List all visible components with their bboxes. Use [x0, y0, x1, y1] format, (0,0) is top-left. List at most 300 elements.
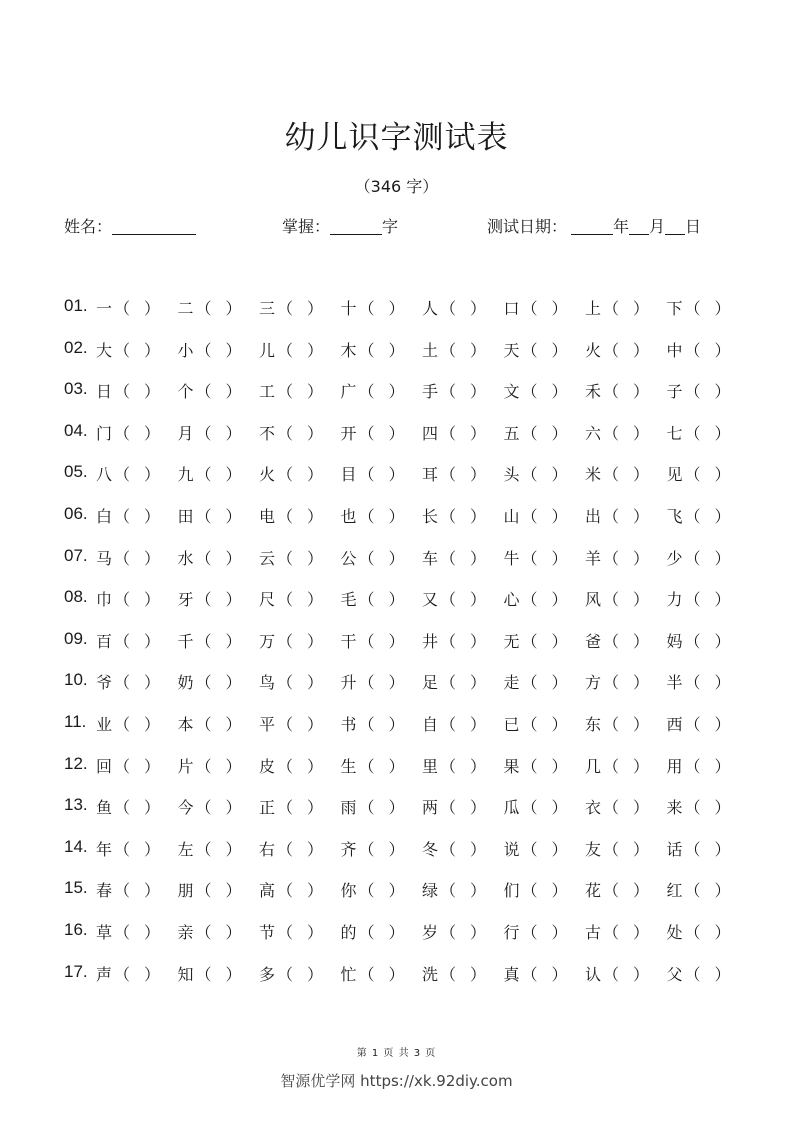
answer-paren-open: （: [277, 714, 294, 734]
character-cell: [341, 962, 405, 985]
answer-paren-close: ）: [388, 798, 405, 818]
date-field[interactable]: [487, 214, 701, 237]
answer-paren-close: ）: [144, 299, 161, 318]
answer-paren-open: （: [195, 673, 212, 693]
answer-paren-open: （: [684, 590, 701, 610]
answer-paren-open: （: [603, 590, 620, 610]
answer-paren-open: （: [603, 714, 620, 734]
character-cell: [422, 462, 486, 485]
character-cell: [422, 296, 486, 319]
answer-paren-open: （: [684, 340, 701, 360]
character-cell: [178, 587, 242, 610]
character: 几: [585, 756, 602, 776]
character: 话: [666, 839, 683, 859]
character: 自: [422, 714, 439, 734]
character: 火: [585, 340, 602, 360]
character: 中: [666, 340, 683, 360]
answer-paren-open: （: [358, 798, 375, 818]
character: 开: [340, 423, 357, 443]
answer-paren-open: （: [114, 714, 131, 734]
table-row: [64, 712, 744, 754]
answer-paren-close: ）: [551, 839, 568, 859]
answer-paren-open: （: [358, 548, 375, 568]
answer-paren-open: （: [521, 631, 538, 651]
character: 头: [503, 465, 520, 485]
table-row: [64, 629, 744, 671]
character: 亲: [177, 922, 194, 942]
answer-paren-close: ）: [225, 881, 242, 901]
character: 西: [666, 714, 683, 734]
answer-paren-open: （: [114, 798, 131, 818]
answer-paren-close: ）: [388, 631, 405, 651]
answer-paren-open: （: [440, 590, 457, 610]
character: 不: [259, 423, 276, 443]
character: 百: [96, 631, 113, 651]
character-cell: [667, 670, 731, 693]
answer-paren-open: （: [195, 465, 212, 485]
character-cell: [96, 878, 160, 901]
answer-paren-close: ）: [388, 506, 405, 526]
character: 里: [422, 756, 439, 776]
answer-paren-close: ）: [714, 881, 731, 901]
character-cell: [667, 629, 731, 652]
answer-paren-open: （: [684, 839, 701, 859]
answer-paren-open: （: [603, 382, 620, 402]
row-number: 02.: [64, 337, 88, 357]
answer-paren-open: （: [603, 423, 620, 443]
character: 尺: [259, 590, 276, 610]
answer-paren-open: （: [195, 340, 212, 360]
character-cell: [341, 462, 405, 485]
answer-paren-open: （: [521, 465, 538, 485]
character-cell: [259, 421, 323, 444]
character-cell: [667, 338, 731, 361]
character: 你: [340, 881, 357, 901]
table-row: [64, 754, 744, 796]
answer-paren-close: ）: [225, 964, 242, 984]
character-cell: [259, 546, 323, 569]
answer-paren-open: （: [521, 881, 538, 901]
page-title: 幼儿识字测试表: [284, 120, 509, 156]
character-cell: [667, 421, 731, 444]
character-count: （346 字）: [354, 177, 439, 196]
answer-paren-open: （: [603, 756, 620, 776]
character-cell: [667, 296, 731, 319]
answer-paren-close: ）: [551, 881, 568, 901]
character-cell: [422, 587, 486, 610]
answer-paren-close: ）: [551, 922, 568, 942]
character-cell: [259, 504, 323, 527]
character-cell: [259, 629, 323, 652]
character-cell: [178, 920, 242, 943]
character-cell: [341, 878, 405, 901]
character-cell: [504, 379, 568, 402]
character: 果: [503, 756, 520, 776]
answer-paren-open: （: [195, 506, 212, 526]
character-cell: [422, 670, 486, 693]
answer-paren-close: ）: [633, 340, 650, 360]
character: 片: [177, 756, 194, 776]
name-blank[interactable]: [112, 218, 196, 235]
character-cell: [667, 546, 731, 569]
character: 的: [340, 922, 357, 942]
table-row: [64, 462, 744, 504]
character-cell: [422, 962, 486, 985]
answer-paren-close: ）: [714, 673, 731, 693]
character: 爸: [585, 631, 602, 651]
character: 六: [585, 423, 602, 443]
character: 小: [177, 340, 194, 360]
character-cell: [96, 795, 160, 818]
answer-paren-open: （: [440, 714, 457, 734]
answer-paren-open: （: [277, 590, 294, 610]
character-cell: [178, 546, 242, 569]
character-cell: [504, 712, 568, 735]
answer-paren-open: （: [603, 340, 620, 360]
table-row: [64, 296, 744, 338]
character: 月: [177, 423, 194, 443]
character: 齐: [340, 839, 357, 859]
character: 升: [340, 673, 357, 693]
answer-paren-open: （: [358, 673, 375, 693]
answer-paren-open: （: [195, 756, 212, 776]
character-cell: [422, 754, 486, 777]
answer-paren-open: （: [358, 299, 375, 318]
answer-paren-open: （: [603, 964, 620, 984]
character-cell: [259, 754, 323, 777]
character: 回: [96, 756, 113, 776]
character-cell: [178, 421, 242, 444]
character-cell: [504, 546, 568, 569]
answer-paren-open: （: [684, 423, 701, 443]
answer-paren-close: ）: [470, 798, 487, 818]
row-number: 15.: [64, 878, 88, 898]
character: 羊: [585, 548, 602, 568]
character: 门: [96, 423, 113, 443]
answer-paren-close: ）: [551, 548, 568, 568]
day-blank[interactable]: [665, 218, 685, 235]
character-cell: [178, 795, 242, 818]
character: 巾: [96, 590, 113, 610]
answer-paren-close: ）: [225, 340, 242, 360]
answer-paren-close: ）: [307, 714, 324, 734]
answer-paren-open: （: [440, 465, 457, 485]
row-number: 17.: [64, 961, 88, 981]
character-cell: [585, 587, 649, 610]
character: 马: [96, 548, 113, 568]
answer-paren-open: （: [521, 382, 538, 402]
character-cell: [422, 837, 486, 860]
answer-paren-open: （: [684, 756, 701, 776]
answer-paren-close: ）: [633, 465, 650, 485]
answer-paren-close: ）: [388, 839, 405, 859]
answer-paren-close: ）: [225, 714, 242, 734]
answer-paren-close: ）: [144, 465, 161, 485]
answer-paren-close: ）: [307, 839, 324, 859]
character-cell: [585, 379, 649, 402]
answer-paren-open: （: [114, 673, 131, 693]
character-cell: [667, 462, 731, 485]
answer-paren-close: ）: [388, 299, 405, 318]
answer-paren-open: （: [195, 423, 212, 443]
character-cell: [585, 878, 649, 901]
answer-paren-open: （: [358, 631, 375, 651]
character-grid: [64, 296, 744, 1003]
character-cell: [585, 296, 649, 319]
answer-paren-open: （: [358, 506, 375, 526]
answer-paren-close: ）: [551, 382, 568, 402]
table-row: [64, 837, 744, 879]
answer-paren-close: ）: [144, 673, 161, 693]
answer-paren-close: ）: [144, 590, 161, 610]
character: 高: [259, 881, 276, 901]
answer-paren-close: ）: [144, 631, 161, 651]
character-cell: [585, 421, 649, 444]
month-blank[interactable]: [629, 218, 649, 235]
character-cell: [178, 379, 242, 402]
answer-paren-close: ）: [714, 756, 731, 776]
character: 万: [259, 631, 276, 651]
answer-paren-close: ）: [551, 714, 568, 734]
answer-paren-open: （: [114, 839, 131, 859]
character: 已: [503, 714, 520, 734]
answer-paren-open: （: [440, 548, 457, 568]
answer-paren-close: ）: [633, 590, 650, 610]
answer-paren-close: ）: [714, 714, 731, 734]
character: 一: [96, 299, 113, 318]
answer-paren-close: ）: [144, 839, 161, 859]
answer-paren-close: ）: [714, 922, 731, 942]
character-cell: [341, 296, 405, 319]
character: 下: [666, 299, 683, 318]
character-cell: [178, 296, 242, 319]
answer-paren-open: （: [358, 756, 375, 776]
answer-paren-close: ）: [551, 465, 568, 485]
character-cell: [422, 712, 486, 735]
answer-paren-close: ）: [388, 714, 405, 734]
character-cell: [259, 920, 323, 943]
character: 禾: [585, 382, 602, 402]
character-cell: [585, 670, 649, 693]
character-cell: [585, 754, 649, 777]
character: 处: [666, 922, 683, 942]
table-row: [64, 962, 744, 1004]
character-cell: [96, 837, 160, 860]
character-cell: [259, 296, 323, 319]
character-cell: [341, 837, 405, 860]
character: 白: [96, 506, 113, 526]
character-cell: [96, 338, 160, 361]
name-field[interactable]: [64, 214, 196, 237]
answer-paren-close: ）: [714, 423, 731, 443]
character: 牛: [503, 548, 520, 568]
character-cell: [96, 670, 160, 693]
character: 衣: [585, 798, 602, 818]
character: 奶: [177, 673, 194, 693]
answer-paren-close: ）: [388, 548, 405, 568]
character: 二: [177, 299, 194, 318]
answer-paren-open: （: [195, 798, 212, 818]
answer-paren-open: （: [195, 922, 212, 942]
answer-paren-close: ）: [470, 714, 487, 734]
character: 三: [259, 299, 276, 318]
answer-paren-open: （: [358, 714, 375, 734]
character: 井: [422, 631, 439, 651]
row-number: 12.: [64, 753, 88, 773]
answer-paren-close: ）: [551, 340, 568, 360]
answer-paren-close: ）: [307, 340, 324, 360]
answer-paren-open: （: [603, 548, 620, 568]
character: 山: [503, 506, 520, 526]
table-row: [64, 795, 744, 837]
answer-paren-close: ）: [470, 964, 487, 984]
character-cell: [259, 338, 323, 361]
answer-paren-open: （: [195, 299, 212, 318]
character: 风: [585, 590, 602, 610]
character-cell: [178, 754, 242, 777]
character: 长: [422, 506, 439, 526]
character: 两: [422, 798, 439, 818]
row-number: 10.: [64, 670, 88, 690]
character-cell: [422, 504, 486, 527]
answer-paren-open: （: [440, 340, 457, 360]
answer-paren-close: ）: [388, 964, 405, 984]
answer-paren-close: ）: [470, 506, 487, 526]
answer-paren-close: ）: [388, 340, 405, 360]
row-number: 01.: [64, 296, 88, 315]
answer-paren-close: ）: [633, 382, 650, 402]
character: 妈: [666, 631, 683, 651]
info-line: [64, 214, 744, 238]
answer-paren-close: ）: [470, 922, 487, 942]
answer-paren-close: ）: [633, 964, 650, 984]
answer-paren-close: ）: [144, 382, 161, 402]
character: 目: [340, 465, 357, 485]
answer-paren-close: ）: [470, 382, 487, 402]
mastery-blank[interactable]: [330, 218, 382, 235]
character-cell: [504, 462, 568, 485]
answer-paren-close: ）: [307, 673, 324, 693]
answer-paren-open: （: [440, 423, 457, 443]
character-cell: [259, 462, 323, 485]
character-cell: [504, 587, 568, 610]
answer-paren-close: ）: [388, 756, 405, 776]
character-cell: [504, 338, 568, 361]
character-cell: [96, 504, 160, 527]
character: 足: [422, 673, 439, 693]
character-cell: [259, 587, 323, 610]
character-cell: [178, 462, 242, 485]
character-cell: [504, 962, 568, 985]
mastery-field[interactable]: [282, 214, 398, 237]
answer-paren-close: ）: [714, 506, 731, 526]
character-cell: [341, 504, 405, 527]
character-cell: [341, 670, 405, 693]
character: 日: [96, 382, 113, 402]
answer-paren-open: （: [440, 673, 457, 693]
answer-paren-open: （: [521, 506, 538, 526]
character: 火: [259, 465, 276, 485]
character: 忙: [340, 964, 357, 984]
answer-paren-open: （: [195, 839, 212, 859]
answer-paren-close: ）: [307, 506, 324, 526]
answer-paren-open: （: [358, 423, 375, 443]
answer-paren-open: （: [521, 798, 538, 818]
answer-paren-close: ）: [144, 964, 161, 984]
character: 方: [585, 673, 602, 693]
character-cell: [504, 504, 568, 527]
character: 认: [585, 964, 602, 984]
character: 田: [177, 506, 194, 526]
year-label: 年: [613, 217, 630, 236]
answer-paren-close: ）: [714, 964, 731, 984]
row-number: 03.: [64, 379, 88, 399]
character-cell: [96, 379, 160, 402]
answer-paren-close: ）: [470, 881, 487, 901]
answer-paren-close: ）: [470, 340, 487, 360]
answer-paren-open: （: [358, 964, 375, 984]
character: 车: [422, 548, 439, 568]
character-cell: [259, 670, 323, 693]
character: 八: [96, 465, 113, 485]
answer-paren-open: （: [114, 423, 131, 443]
character: 洗: [422, 964, 439, 984]
character: 平: [259, 714, 276, 734]
character: 工: [259, 382, 276, 402]
year-blank[interactable]: [571, 218, 613, 235]
answer-paren-close: ）: [225, 299, 242, 318]
table-row: [64, 920, 744, 962]
answer-paren-open: （: [603, 798, 620, 818]
row-number: 11.: [64, 711, 87, 731]
character: 心: [503, 590, 520, 610]
character-cell: [585, 920, 649, 943]
character-cell: [341, 920, 405, 943]
character-cell: [585, 712, 649, 735]
answer-paren-close: ）: [307, 299, 324, 318]
answer-paren-close: ）: [388, 922, 405, 942]
character: 古: [585, 922, 602, 942]
character: 牙: [177, 590, 194, 610]
answer-paren-close: ）: [714, 798, 731, 818]
answer-paren-close: ）: [633, 798, 650, 818]
character: 声: [96, 964, 113, 984]
character: 行: [503, 922, 520, 942]
table-row: [64, 504, 744, 546]
answer-paren-open: （: [277, 548, 294, 568]
character-cell: [667, 795, 731, 818]
answer-paren-open: （: [603, 881, 620, 901]
character-cell: [96, 920, 160, 943]
answer-paren-open: （: [603, 839, 620, 859]
answer-paren-open: （: [277, 340, 294, 360]
character: 水: [177, 548, 194, 568]
character-cell: [422, 379, 486, 402]
character-cell: [422, 629, 486, 652]
answer-paren-close: ）: [551, 506, 568, 526]
answer-paren-close: ）: [633, 506, 650, 526]
character-cell: [504, 754, 568, 777]
character-cell: [667, 754, 731, 777]
answer-paren-close: ）: [714, 382, 731, 402]
character-cell: [667, 587, 731, 610]
answer-paren-open: （: [440, 631, 457, 651]
answer-paren-close: ）: [307, 423, 324, 443]
month-label: 月: [649, 217, 666, 236]
character: 节: [259, 922, 276, 942]
character-cell: [504, 878, 568, 901]
character: 电: [259, 506, 276, 526]
